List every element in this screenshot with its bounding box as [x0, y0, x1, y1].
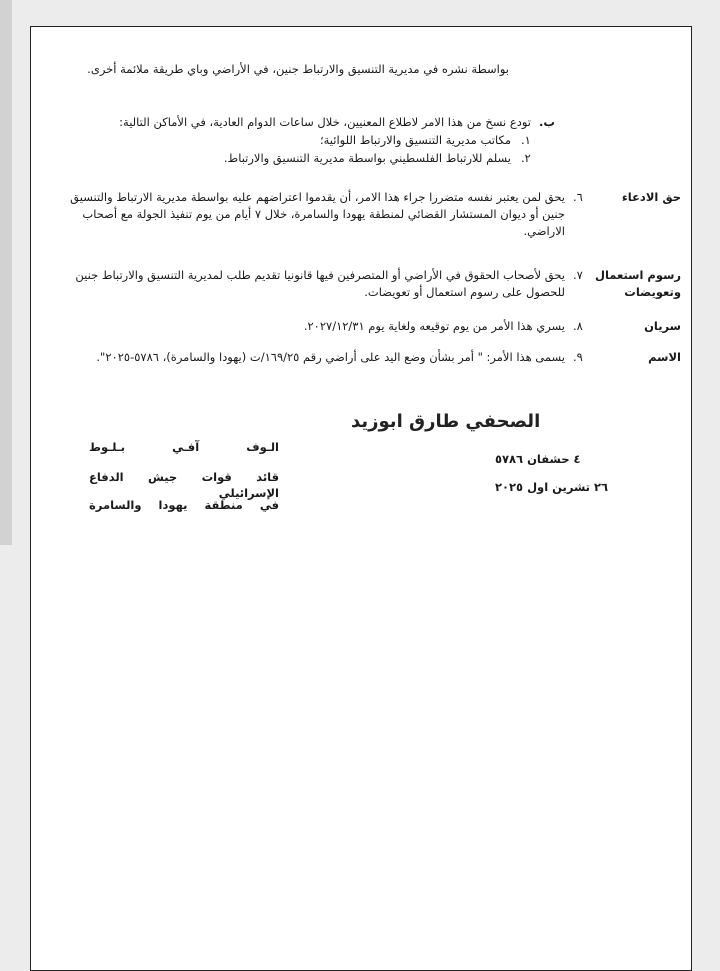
sub-item-1-marker: ١.: [521, 133, 531, 147]
journalist-watermark: الصحفي طارق ابوزيد: [351, 411, 541, 432]
sub-item-2-text: يسلم للارتباط الفلسطيني بواسطة مديرية التنسيق والارتباط.: [223, 151, 511, 165]
item-b-marker: ب.: [539, 115, 555, 129]
clause-8-number: ٨.: [573, 319, 583, 333]
clause-8-label: سريان: [644, 319, 681, 333]
clause-6-text: يحق لمن يعتبر نفسه متضررا جراء هذا الامر، أن يقدموا اعتراضهم عليه بواسطة مديرية الارتباط والتنسيق جنين أو ديوان المستشار القضائي لمنطقة يهودا والسامرة، خلال ٧ أيام من يوم تنفيذ الجولة مع أصحاب الاراضي.: [70, 190, 565, 238]
gregorian-date: ٢٦ تشرين اول ٢٠٢٥: [495, 480, 609, 494]
clause-9-text: يسمى هذا الأمر: " أمر بشأن وضع اليد على أراضي رقم ١٦٩/٢٥/ت (يهودا والسامرة)، ٥٧٨٦-٢٠٢٥".: [96, 350, 565, 364]
clause-7-label: رسوم استعمال وتعويضات: [594, 268, 681, 299]
paragraph-top: بواسطة نشره في مديرية التنسيق والارتباط جنين، في الأراضي وباي طريقة ملائمة أخرى.: [87, 62, 509, 76]
clause-7-text: يحق لأصحاب الحقوق في الأراضي أو المتصرفين فيها قانونيا تقديم طلب لمديرية التنسيق والارتباط جنين للحصول على رسوم استعمال أو تعويضات.: [75, 268, 565, 299]
clause-8-text: يسري هذا الأمر من يوم توقيعه ولغاية يوم ٢٠٢٧/١٢/٣١.: [303, 319, 565, 333]
clause-9-number: ٩.: [573, 350, 583, 364]
document-page: [30, 26, 692, 971]
item-b-text: تودع نسخ من هذا الامر لاطلاع المعنيين، خلال ساعات الدوام العادية، في الأماكن التالية:: [119, 115, 531, 129]
scrollbar-track[interactable]: [0, 0, 12, 545]
sub-item-2-marker: ٢.: [521, 151, 531, 165]
signature-name: الـوف آفـي بـلـوط: [89, 440, 279, 454]
clause-7-number: ٧.: [573, 268, 583, 282]
signature-region: في منطقة يهودا والسامرة: [89, 498, 279, 512]
sub-item-1-text: مكاتب مديرية التنسيق والارتباط اللوائية؛: [319, 133, 511, 147]
hebrew-date: ٤ حشفان ٥٧٨٦: [495, 452, 581, 466]
clause-9-label: الاسم: [648, 350, 681, 364]
clause-6-label: حق الادعاء: [621, 190, 681, 204]
clause-6-number: ٦.: [573, 190, 583, 204]
signature-title: قائد قوات جيش الدفاع الإسرائيلي: [89, 470, 279, 500]
